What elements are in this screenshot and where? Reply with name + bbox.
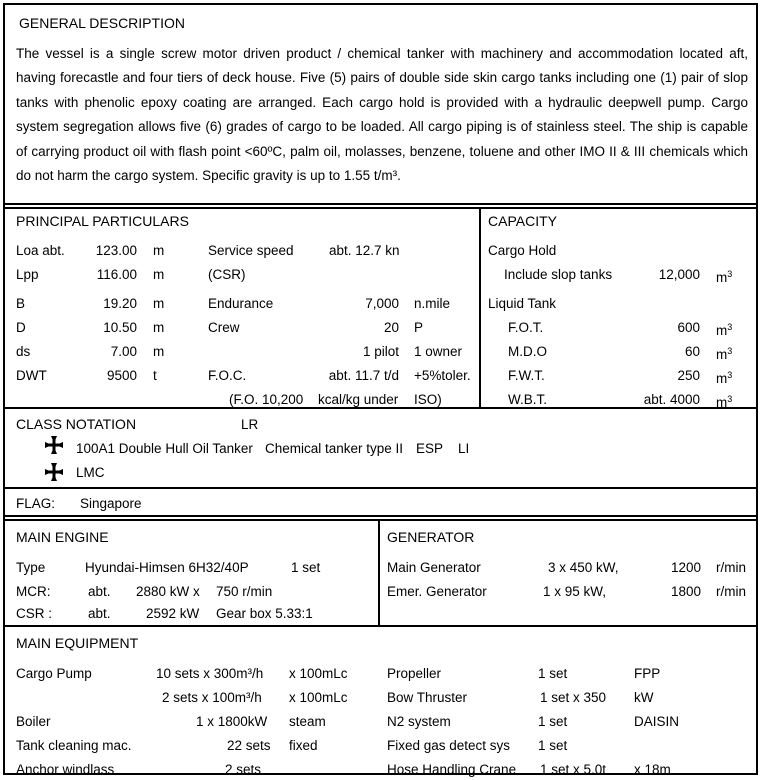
mcr-rpm: 750 r/min [216,584,273,599]
main-generator-unit: r/min [716,560,746,575]
propeller-type: FPP [634,666,661,681]
boiler-qty: 1 x 1800kW [196,714,268,729]
fot-value: 600 [677,320,700,335]
flag-label: FLAG: [16,496,56,511]
gas-detect-label: Fixed gas detect sys [387,738,511,753]
divider [5,407,756,409]
loa-label: Loa abt. [16,243,65,258]
divider [5,519,756,521]
n2-system-maker: DAISIN [634,714,680,729]
class-line1: LI [458,441,470,456]
bow-thruster-unit: kW [634,690,654,705]
main-generator-rpm: 1200 [670,560,701,575]
divider [479,207,481,407]
general-description: The vessel is a single screw motor driven product / chemical tanker with machinery and accommodation located aft, having forecastle and four tiers of deck house. Five (5) pairs of double side skin cargo tanks including one (1) pair of slop tanks with phenolic epoxy coating are arranged. Each cargo hold is provided with a hydraulic deepwell pump. Cargo system segregation allows five (6) grades of cargo to be loaded. All cargo piping is of stainless steel. The ship is capable of carrying product oil with flash point <60ºC, palm oil, molasses, benzene, toluene and other IMO II & III chemicals which do not harm the cargo system. Specific gravity is up to 1.55 t/m³. [16,46,748,184]
foc-label: F.O.C. [208,368,247,383]
gas-detect-qty: 1 set [538,738,568,753]
b-unit: m [153,296,165,311]
emergency-generator-rpm: 1800 [670,584,701,599]
class-line1: 100A1 Double Hull Oil Tanker [76,441,253,456]
divider [5,207,756,209]
ds-label: ds [16,344,31,359]
general-title: GENERAL DESCRIPTION [19,15,185,31]
emergency-generator-value: 1 x 95 kW, [543,584,607,599]
foc-tolerance: +5%toler. [414,368,471,383]
cargo-pump-head: x 100mLc [289,666,348,681]
d-unit: m [153,320,165,335]
divider [5,203,756,205]
speed-label: Service speed [208,243,294,258]
bow-thruster-qty: 1 set x 350 [540,690,607,705]
hose-crane-qty: 1 set x 5.0t [540,762,607,777]
unit: m [716,270,728,285]
unit: m [716,347,728,362]
boiler-label: Boiler [16,714,51,729]
mdo-unit [716,343,732,363]
cargo-pump-qty: 2 sets x 100m³/h [162,690,262,705]
class-line1: Chemical tanker type II [265,441,404,456]
maltese-cross-icon [45,463,63,481]
foc-value: abt. 11.7 t/d [328,368,399,383]
tank-cleaning-label: Tank cleaning mac. [16,738,132,753]
propeller-label: Propeller [387,666,442,681]
divider [5,515,756,517]
foc-note: (F.O. 10,200 [229,392,304,407]
mcr-abt: abt. [88,584,111,599]
unit: m [716,323,728,338]
owner-value: 1 owner [414,344,463,359]
cargo-pump-label: Cargo Pump [16,666,92,681]
lpp-value: 116.00 [96,267,137,282]
liquid-tank-label: Liquid Tank [488,296,557,311]
ds-value: 7.00 [110,344,137,359]
engine-type-qty: 1 set [291,560,321,575]
main-generator-label: Main Generator [387,560,481,575]
class-line2: LMC [76,465,105,480]
class-line1: ESP [416,441,444,456]
hose-crane-label: Hose Handling Crane [387,762,517,777]
unit-exponent: 3 [727,269,733,279]
unit-exponent: 3 [727,370,733,380]
boiler-type: steam [289,714,326,729]
unit-exponent: 3 [727,322,733,332]
dwt-unit: t [153,368,157,383]
csr-abt: abt. [88,606,111,621]
hose-crane-outreach: x 18m [634,762,671,777]
fot-unit [716,319,732,339]
particulars-title: PRINCIPAL PARTICULARS [16,213,189,229]
divider [378,519,380,625]
cargo-hold-label: Cargo Hold [488,243,557,258]
ds-unit: m [153,344,165,359]
n2-system-label: N2 system [387,714,451,729]
cargo-pump-qty: 10 sets x 300m³/h [156,666,264,681]
emergency-generator-unit: r/min [716,584,746,599]
spec-sheet [3,3,758,775]
endurance-label: Endurance [208,296,274,311]
unit-exponent: 3 [727,394,733,404]
b-value: 19.20 [103,296,137,311]
maltese-cross-icon [45,436,63,454]
loa-unit: m [153,243,165,258]
cargo-pump-head: x 100mLc [289,690,348,705]
divider [5,487,756,489]
slop-unit [716,266,732,286]
unit: m [716,395,728,410]
fwt-label: F.W.T. [508,368,545,383]
crew-value: 20 [383,320,399,335]
propeller-qty: 1 set [538,666,568,681]
pilot-value: 1 pilot [362,344,399,359]
equipment-title: MAIN EQUIPMENT [16,635,139,651]
unit-exponent: 3 [727,346,733,356]
loa-value: 123.00 [95,243,137,258]
slop-label: Include slop tanks [504,267,613,282]
endurance-unit: n.mile [414,296,451,311]
mcr-label: MCR: [16,584,51,599]
speed-value: abt. 12.7 kn [329,243,400,258]
d-label: D [16,320,26,335]
anchor-windlass-qty: 2 sets [225,762,262,777]
lpp-label: Lpp [16,267,39,282]
fot-label: F.O.T. [508,320,544,335]
main-engine-title: MAIN ENGINE [16,529,109,545]
mcr-kw: 2880 kW x [136,584,200,599]
csr-label: (CSR) [208,267,246,282]
class-society: LR [241,417,259,432]
csr-label: CSR : [16,606,53,621]
dwt-value: 9500 [106,368,137,383]
unit: m [716,371,728,386]
engine-type-label: Type [16,560,46,575]
gearbox: Gear box 5.33:1 [216,606,313,621]
generator-title: GENERATOR [387,529,475,545]
divider [5,625,756,627]
class-title: CLASS NOTATION [16,416,137,432]
main-generator-value: 3 x 450 kW, [548,560,619,575]
tank-cleaning-qty: 22 sets [227,738,271,753]
endurance-value: 7,000 [365,296,399,311]
dwt-label: DWT [16,368,47,383]
anchor-windlass-label: Anchor windlass [16,762,115,777]
n2-system-qty: 1 set [538,714,568,729]
crew-label: Crew [208,320,240,335]
foc-note: ISO) [414,392,442,407]
wbt-label: W.B.T. [508,392,548,407]
wbt-value: abt. 4000 [643,392,700,407]
crew-unit: P [414,320,424,335]
emergency-generator-label: Emer. Generator [387,584,487,599]
engine-type-value: Hyundai-Himsen 6H32/40P [85,560,249,575]
slop-value: 12,000 [658,267,700,282]
capacity-title: CAPACITY [488,213,557,229]
fwt-unit [716,367,732,387]
b-label: B [16,296,26,311]
fwt-value: 250 [677,368,700,383]
d-value: 10.50 [103,320,137,335]
lpp-unit: m [153,267,165,282]
foc-note: kcal/kg under [318,392,399,407]
mdo-label: M.D.O [508,344,547,359]
mdo-value: 60 [684,344,700,359]
bow-thruster-label: Bow Thruster [387,690,468,705]
tank-cleaning-type: fixed [289,738,318,753]
flag-value: Singapore [80,496,142,511]
csr-kw: 2592 kW [146,606,200,621]
